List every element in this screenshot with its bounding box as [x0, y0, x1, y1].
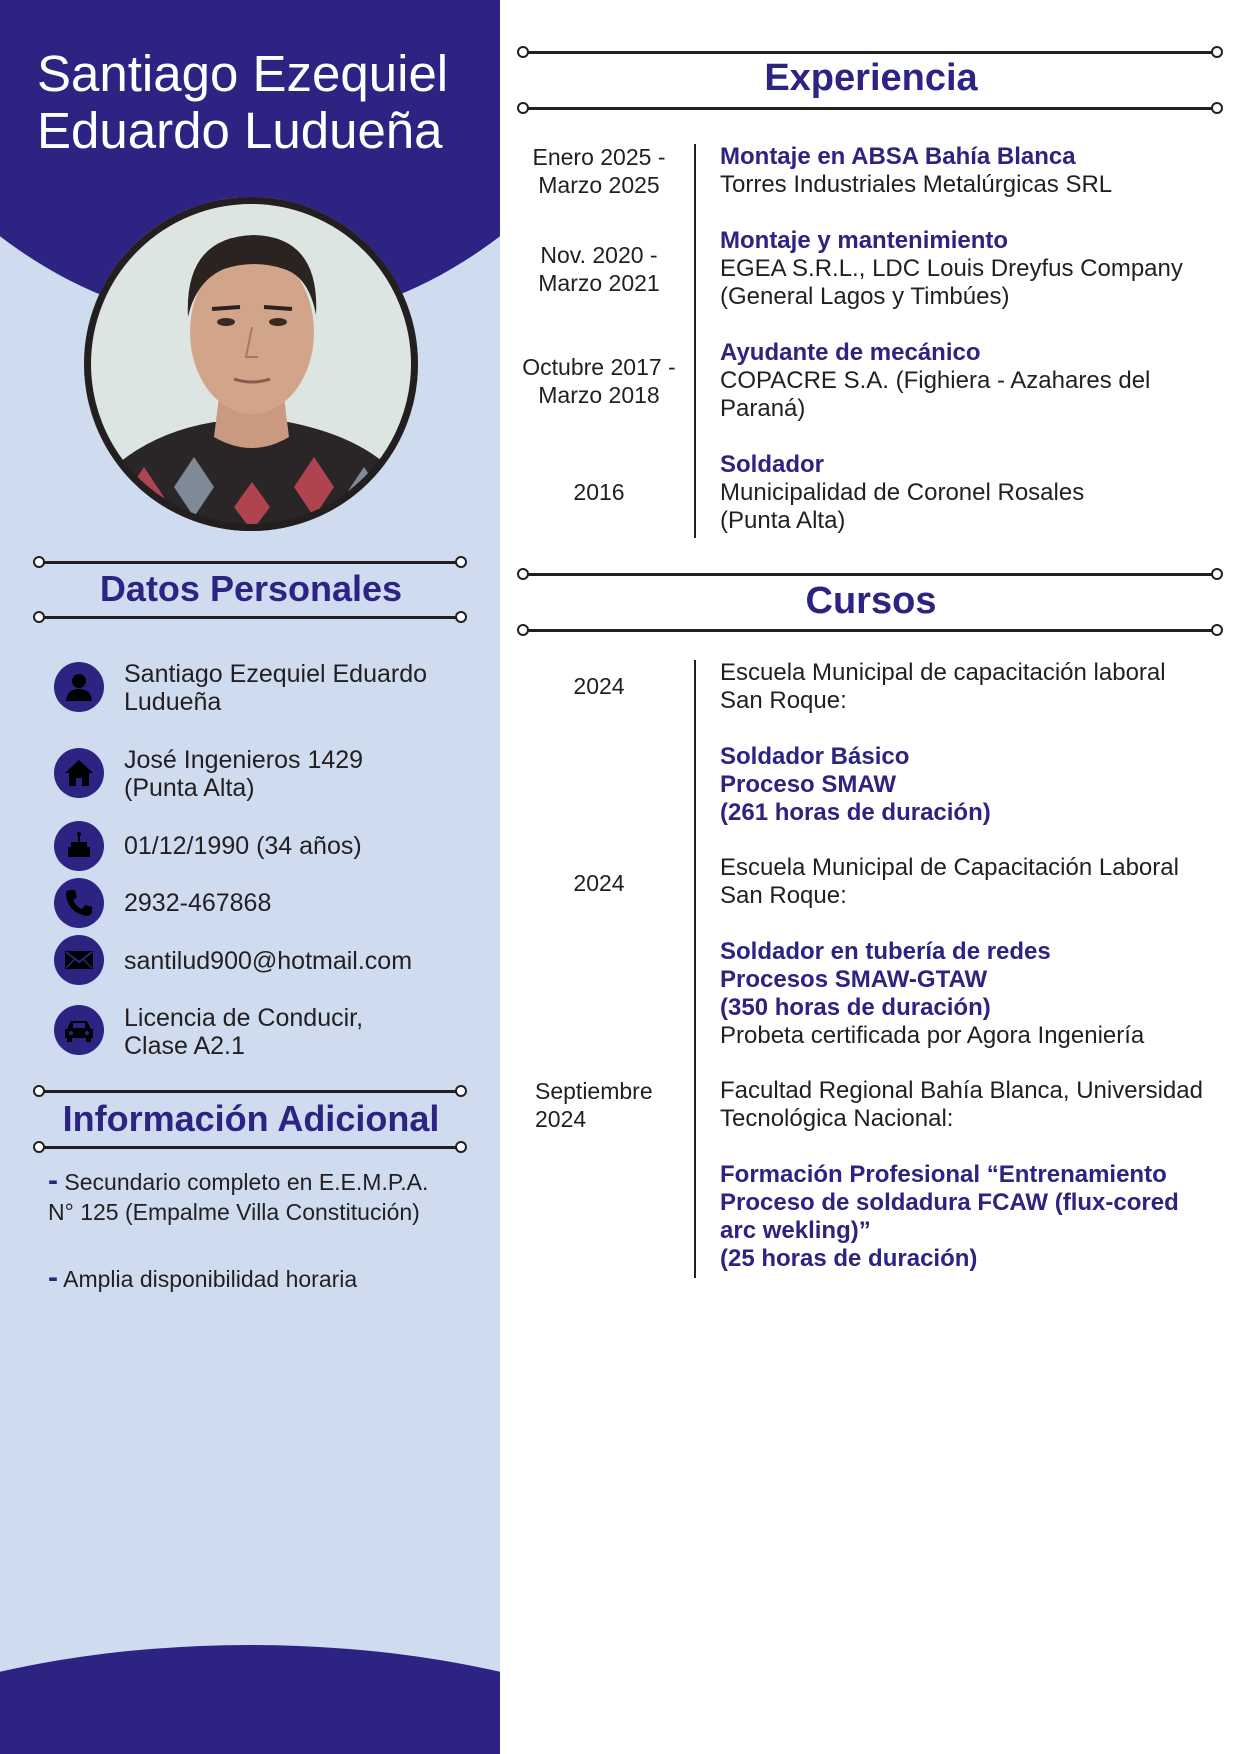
- address-line-1: José Ingenieros 1429: [124, 746, 364, 774]
- cake-icon: [54, 821, 104, 871]
- address-line-2: (Punta Alta): [124, 774, 255, 802]
- date-line-1: Nov. 2020 -: [540, 242, 658, 268]
- divider-line: [40, 616, 462, 619]
- personal-license: [124, 1004, 363, 1060]
- experience-company-line-2: (Punta Alta): [720, 507, 846, 534]
- divider-dot: [455, 1141, 467, 1153]
- personal-name-line-2: Ludueña: [124, 688, 222, 716]
- personal-birthdate: 01/12/1990 (34 años): [124, 832, 362, 860]
- personal-address: [124, 746, 363, 802]
- timeline-line: [694, 144, 696, 538]
- date-line-2: Marzo 2025: [538, 172, 660, 198]
- date-line-1: 2016: [573, 479, 625, 505]
- divider-dot: [517, 624, 529, 636]
- experience-title: Ayudante de mecánico: [720, 339, 981, 366]
- divider-dot: [33, 611, 45, 623]
- home-icon: [54, 748, 104, 798]
- license-line-2: Clase A2.1: [124, 1032, 245, 1060]
- divider-line: [40, 1146, 462, 1149]
- additional-item: [48, 1166, 488, 1227]
- course-institution-line-2: San Roque:: [720, 687, 847, 714]
- date-line-2: 2024: [535, 1106, 587, 1132]
- person-icon: [54, 662, 104, 712]
- experience-entry: [720, 339, 1225, 423]
- date-line-1: Septiembre: [535, 1078, 653, 1104]
- personal-section-title: Datos Personales: [99, 568, 403, 609]
- experience-title: Montaje en ABSA Bahía Blanca: [720, 143, 1076, 170]
- experience-entry: [720, 451, 1225, 535]
- additional-item-line-1: [48, 1166, 488, 1197]
- course-title: Soldador en tubería de redes: [720, 938, 1051, 965]
- experience-section-title: Experiencia: [764, 57, 978, 99]
- experience-company: EGEA S.R.L., LDC Louis Dreyfus Company: [720, 255, 1183, 282]
- course-date: [535, 1077, 715, 1133]
- license-line-1: Licencia de Conducir,: [124, 1004, 364, 1032]
- course-process: Procesos SMAW-GTAW: [720, 966, 988, 993]
- experience-date: [504, 143, 694, 199]
- personal-phone: 2932-467868: [124, 889, 272, 917]
- additional-item: [48, 1263, 488, 1294]
- date-line-1: Enero 2025 -: [532, 144, 666, 170]
- experience-company-line-2: (General Lagos y Timbúes): [720, 283, 1010, 310]
- photo-frame: [84, 197, 418, 531]
- name-line-1: Santiago Ezequiel: [37, 45, 449, 102]
- course-institution-line-2: San Roque:: [720, 882, 847, 909]
- course-process: Proceso SMAW: [720, 771, 897, 798]
- divider-dot: [517, 102, 529, 114]
- course-title: Formación Profesional “Entrenamiento: [720, 1161, 1167, 1188]
- date-line-2: Marzo 2021: [538, 270, 660, 296]
- divider-line: [40, 561, 462, 564]
- bullet-dash: -: [48, 1261, 58, 1294]
- additional-section-title: Información Adicional: [62, 1098, 440, 1139]
- divider-dot: [33, 1141, 45, 1153]
- name-line-2: Eduardo Ludueña: [37, 102, 443, 159]
- timeline-line: [694, 660, 696, 1278]
- date-line-1: Octubre 2017 -: [522, 354, 676, 380]
- divider-line: [40, 1090, 462, 1093]
- course-date: 2024: [573, 870, 625, 896]
- divider-line: [524, 573, 1218, 576]
- experience-company: Torres Industriales Metalúrgicas SRL: [720, 171, 1113, 198]
- experience-entry: [720, 143, 1225, 199]
- car-icon: [54, 1005, 104, 1055]
- divider-line: [524, 629, 1218, 632]
- divider-dot: [1211, 102, 1223, 114]
- phone-icon: [54, 878, 104, 928]
- course-entry: [720, 659, 1225, 827]
- experience-date: [504, 478, 694, 506]
- experience-company: Municipalidad de Coronel Rosales: [720, 479, 1085, 506]
- course-duration: (350 horas de duración): [720, 994, 991, 1021]
- divider-dot: [455, 611, 467, 623]
- personal-name: [124, 660, 427, 716]
- experience-date: [504, 241, 694, 297]
- experience-entry: [720, 227, 1225, 311]
- experience-title: Soldador: [720, 451, 825, 478]
- course-process: Proceso de soldadura FCAW (flux-cored: [720, 1189, 1179, 1216]
- divider-dot: [1211, 624, 1223, 636]
- course-entry: [720, 1077, 1225, 1273]
- course-institution: Escuela Municipal de capacitación laboral: [720, 659, 1166, 686]
- personal-name-line-1: Santiago Ezequiel Eduardo: [124, 660, 428, 688]
- course-institution: Escuela Municipal de Capacitación Laboral: [720, 854, 1179, 881]
- course-title: Soldador Básico: [720, 743, 910, 770]
- experience-company: COPACRE S.A. (Fighiera - Azahares del: [720, 367, 1151, 394]
- profile-name: [37, 45, 497, 159]
- experience-title: Montaje y mantenimiento: [720, 227, 1009, 254]
- additional-item-text: Amplia disponibilidad horaria: [63, 1266, 358, 1292]
- additional-item-text: Secundario completo en E.E.M.P.A.: [64, 1169, 429, 1195]
- bullet-dash: -: [48, 1164, 58, 1197]
- additional-item-line-2: N° 125 (Empalme Villa Constitución): [48, 1199, 420, 1225]
- date-line-2: Marzo 2018: [538, 382, 660, 408]
- footer-shape: [0, 1645, 500, 1754]
- course-process-line-2: arc wekling)”: [720, 1217, 871, 1244]
- experience-date: [504, 353, 694, 409]
- envelope-icon: [54, 935, 104, 985]
- divider-line: [524, 107, 1218, 110]
- course-entry: [720, 854, 1225, 1050]
- course-duration: (261 horas de duración): [720, 799, 991, 826]
- course-institution-line-2: Tecnológica Nacional:: [720, 1105, 954, 1132]
- course-duration: (25 horas de duración): [720, 1245, 978, 1272]
- courses-section-title: Cursos: [805, 580, 937, 622]
- course-date: 2024: [573, 673, 625, 699]
- experience-company-line-2: Paraná): [720, 395, 806, 422]
- course-institution: Facultad Regional Bahía Blanca, Universidad: [720, 1077, 1203, 1104]
- divider-line: [524, 51, 1218, 54]
- personal-email: santilud900@hotmail.com: [124, 947, 413, 975]
- course-note: Probeta certificada por Agora Ingeniería: [720, 1022, 1145, 1049]
